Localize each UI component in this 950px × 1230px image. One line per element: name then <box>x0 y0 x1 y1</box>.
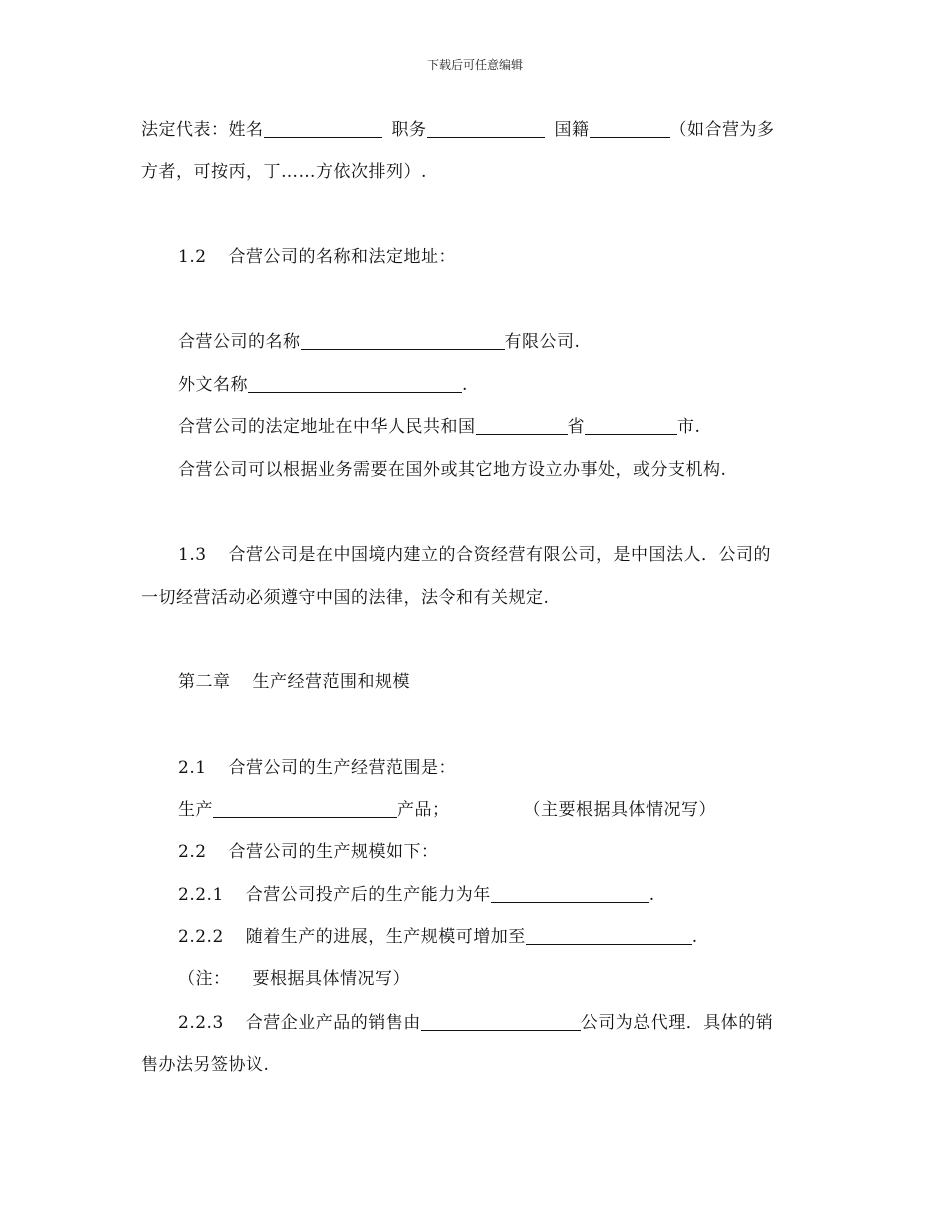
legal-rep-line <box>141 115 775 140</box>
section-1-3 <box>178 540 771 565</box>
note-start: （如合营为多 <box>669 120 775 140</box>
capacity-blank[interactable] <box>491 885 649 903</box>
section-number: 2.1 <box>178 758 207 778</box>
product-note: （主要根据具体情况写） <box>523 800 716 820</box>
period: . <box>648 885 655 905</box>
section-text-continued: 公司为总代理．具体的销 <box>580 1013 774 1033</box>
company-name-label: 合营公司的名称 <box>178 332 301 352</box>
section-text: 合营公司投产后的生产能力为年 <box>245 885 491 905</box>
section-text: 随着生产的进展，生产规模可增加至 <box>245 927 526 947</box>
page-header: 下载后可任意编辑 <box>426 58 523 72</box>
product-line <box>178 795 716 820</box>
section-1-2 <box>178 242 456 267</box>
foreign-name-line <box>178 370 468 395</box>
note-text: 要根据具体情况写） <box>252 969 410 989</box>
company-suffix: 有限公司. <box>504 332 581 352</box>
scale-blank[interactable] <box>526 927 692 945</box>
address-label: 合营公司的法定地址在中华人民共和国 <box>178 417 476 437</box>
section-number: 2.2.1 <box>178 885 224 905</box>
province-blank[interactable] <box>476 417 568 435</box>
section-1-3-continued: 一切经营活动必须遵守中国的法律，法令和有关规定. <box>141 588 550 608</box>
section-number: 2.2.3 <box>178 1013 224 1033</box>
section-2-2-3-continued: 售办法另签协议. <box>141 1055 270 1075</box>
section-2-2-3 <box>178 1008 773 1033</box>
section-text: 合营公司的名称和法定地址： <box>228 247 457 267</box>
section-number: 1.3 <box>178 545 207 565</box>
company-name-blank[interactable] <box>301 332 505 350</box>
section-2-1 <box>178 753 456 778</box>
section-text: 合营企业产品的销售由 <box>245 1013 421 1033</box>
section-number: 2.2 <box>178 842 207 862</box>
product-blank[interactable] <box>213 800 397 818</box>
section-text: 合营公司的生产经营范围是： <box>228 758 457 778</box>
name-blank[interactable] <box>264 120 382 138</box>
note-continued: 方者，可按丙，丁……方依次排列）. <box>141 162 427 182</box>
chapter-2-title <box>178 667 410 692</box>
section-number: 1.2 <box>178 247 207 267</box>
note-line <box>178 964 410 989</box>
section-text: 合营公司的生产规模如下： <box>228 842 439 862</box>
nationality-blank[interactable] <box>590 120 670 138</box>
section-2-2-1 <box>178 880 655 905</box>
section-number: 2.2.2 <box>178 927 224 947</box>
company-name-line <box>178 327 580 352</box>
section-2-2 <box>178 837 439 862</box>
period: . <box>691 927 698 947</box>
city-label: 市. <box>677 417 701 437</box>
foreign-name-label: 外文名称 <box>178 375 248 395</box>
province-label: 省 <box>567 417 585 437</box>
branch-line: 合营公司可以根据业务需要在国外或其它地方设立办事处，或分支机构. <box>178 460 727 480</box>
chapter-number: 第二章 <box>178 672 231 692</box>
nationality-label: 国籍 <box>554 120 590 140</box>
agent-blank[interactable] <box>421 1013 581 1031</box>
product-suffix: 产品； <box>397 800 450 820</box>
section-text: 合营公司是在中国境内建立的合资经营有限公司，是中国法人．公司的 <box>228 545 772 565</box>
section-2-2-2 <box>178 922 698 947</box>
address-line <box>178 412 700 437</box>
foreign-name-blank[interactable] <box>248 375 462 393</box>
note-label: （注： <box>178 969 231 989</box>
period: . <box>462 375 468 395</box>
city-blank[interactable] <box>585 417 677 435</box>
position-blank[interactable] <box>427 120 545 138</box>
chapter-name: 生产经营范围和规模 <box>252 672 410 692</box>
product-label: 生产 <box>178 800 213 820</box>
legal-rep-name-label: 法定代表：姓名 <box>141 120 264 140</box>
position-label: 职务 <box>391 120 427 140</box>
